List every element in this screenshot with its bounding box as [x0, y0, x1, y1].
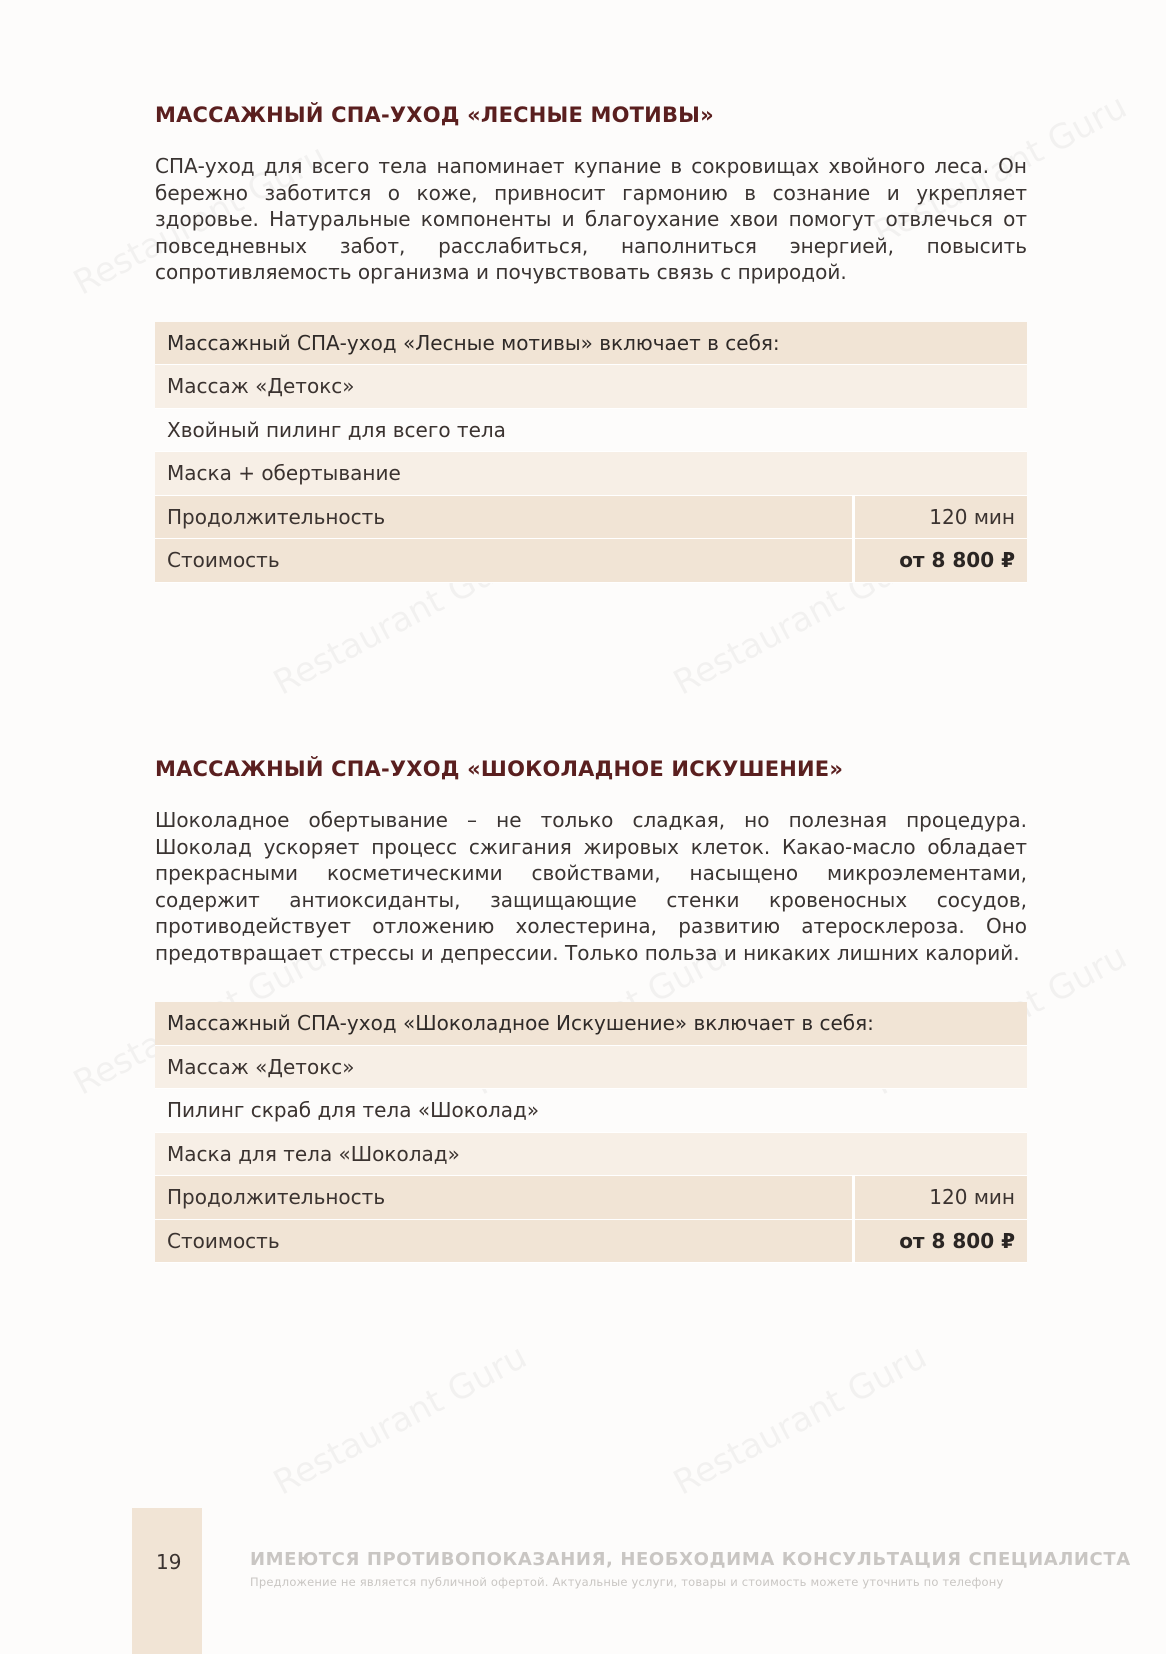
price-value: от 8 800 ₽ [855, 539, 1027, 582]
included-item: Хвойный пилинг для всего тела [167, 417, 506, 442]
price-value: от 8 800 ₽ [855, 1220, 1027, 1263]
watermark [267, 1337, 533, 1504]
table-header: Массажный СПА-уход «Шоколадное Искушение» включает в себя: [167, 1011, 874, 1036]
price-row [155, 539, 1027, 583]
service-table [155, 322, 1027, 583]
table-row [155, 365, 1027, 409]
price-label: Стоимость [155, 1220, 855, 1263]
disclaimer-note: Предложение не является публичной офертой. Актуальные услуги, товары и стоимость можете уточнить по телефону [250, 1575, 1004, 1589]
included-item: Маска + обертывание [167, 461, 401, 486]
section-title: МАССАЖНЫЙ СПА-УХОД «ШОКОЛАДНОЕ ИСКУШЕНИЕ» [155, 757, 844, 781]
section-description: СПА-уход для всего тела напоминает купание в сокровищах хвойного леса. Он бережно заботится о коже, привносит гармонию в сознание и укрепляет здоровье. Натуральные компоненты и благоухание хвои помогут отвлечься от повседневных забот, расслабиться, наполниться энергией, повысить сопротивляемость организма и почувствовать связь с природой. [155, 154, 1027, 284]
table-header: Массажный СПА-уход «Лесные мотивы» включает в себя: [167, 330, 780, 355]
duration-row [155, 1176, 1027, 1220]
price-label: Стоимость [155, 539, 855, 582]
duration-row [155, 496, 1027, 540]
price-row [155, 1220, 1027, 1264]
contraindications-warning: ИМЕЮТСЯ ПРОТИВОПОКАЗАНИЯ, НЕОБХОДИМА КОНСУЛЬТАЦИЯ СПЕЦИАЛИСТА [250, 1549, 1131, 1570]
table-row [155, 452, 1027, 496]
section-description: Шоколадное обертывание – не только сладкая, но полезная процедура. Шоколад ускоряет процесс сжигания жировых клеток. Какао-масло обладает прекрасными косметическими свойствами, насыщено микроэлементами, содержит антиоксиданты, защищающие стенки кровеносных сосудов, противодействует отложению холестерина, развитию атеросклероза. Оно предотвращает стрессы и депрессии. Только польза и никаких лишних калорий. [155, 808, 1027, 965]
table-row [155, 409, 1027, 453]
included-item: Массаж «Детокс» [167, 1054, 355, 1079]
duration-label: Продолжительность [155, 1176, 855, 1219]
service-section-forest [155, 103, 1027, 583]
table-header-row [155, 1002, 1027, 1046]
included-item: Массаж «Детокс» [167, 374, 355, 399]
page-tab [132, 1508, 202, 1654]
duration-value: 120 мин [855, 1176, 1027, 1219]
included-item: Пилинг скраб для тела «Шоколад» [167, 1098, 540, 1123]
service-table [155, 1002, 1027, 1263]
table-row [155, 1133, 1027, 1177]
service-section-chocolate [155, 757, 1027, 1263]
duration-value: 120 мин [855, 496, 1027, 539]
included-item: Маска для тела «Шоколад» [167, 1141, 460, 1166]
section-title: МАССАЖНЫЙ СПА-УХОД «ЛЕСНЫЕ МОТИВЫ» [155, 103, 714, 127]
table-row [155, 1089, 1027, 1133]
watermark [667, 1337, 933, 1504]
duration-label: Продолжительность [155, 496, 855, 539]
table-header-row [155, 322, 1027, 366]
page-number: 19 [156, 1550, 182, 1574]
table-row [155, 1046, 1027, 1090]
